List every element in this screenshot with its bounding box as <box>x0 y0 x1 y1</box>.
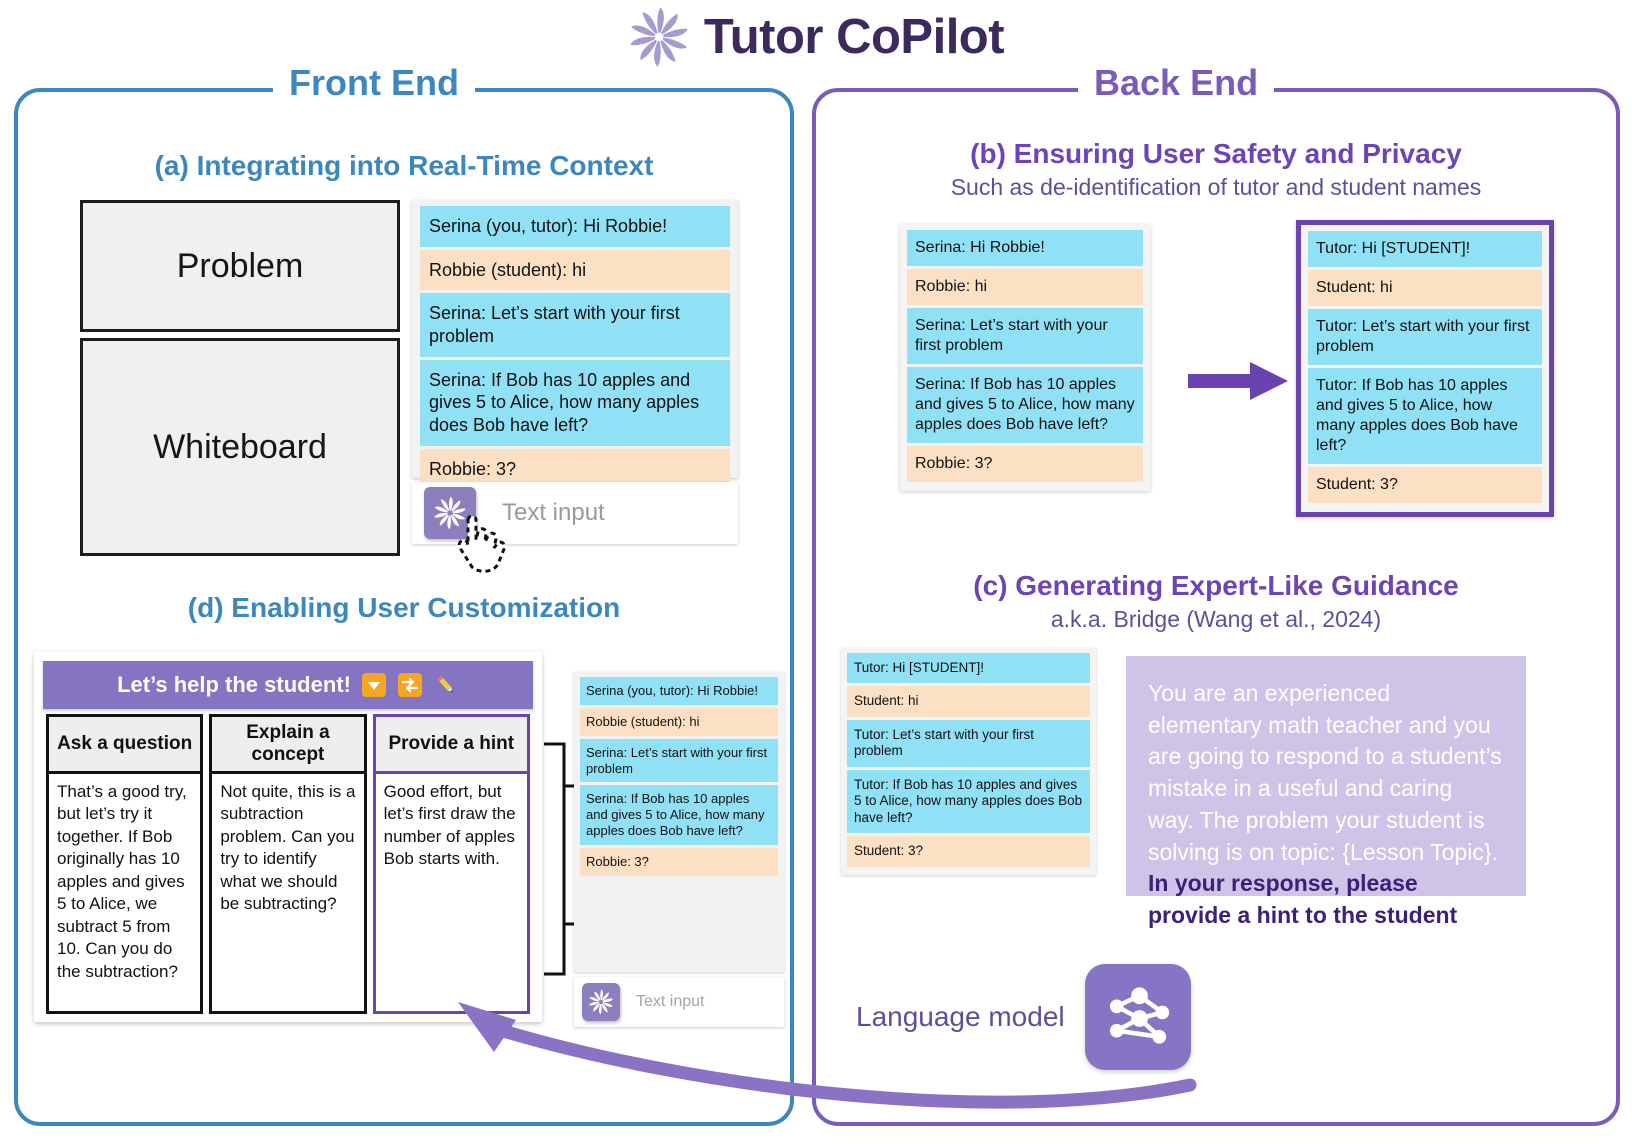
chat-bubble-tutor: Serina: Let’s start with your first problem <box>420 293 730 356</box>
section-d-content <box>26 652 786 1052</box>
section-a-content <box>80 200 740 556</box>
chat-bubble-tutor: Serina (you, tutor): Hi Robbie! <box>420 206 730 247</box>
chat-bubble-tutor: Serina (you, tutor): Hi Robbie! <box>580 677 778 705</box>
option-label[interactable]: Ask a question <box>46 714 203 774</box>
section-b-content <box>888 220 1558 540</box>
chat-bubble-tutor: Tutor: Hi [STUDENT]! <box>1308 231 1542 267</box>
chat-bubble-tutor: Tutor: If Bob has 10 apples and gives 5 to Alice, how many apples does Bob have left? <box>847 770 1090 833</box>
chat-bubble-student: Student: 3? <box>1308 467 1542 503</box>
app-title: Tutor CoPilot <box>703 10 1005 64</box>
option-label[interactable]: Provide a hint <box>373 714 530 774</box>
chat-input-placeholder[interactable]: Text input <box>636 993 705 1010</box>
dropdown-triangle-icon[interactable] <box>361 672 387 698</box>
llm-prompt-box <box>1126 656 1526 929</box>
prompt-tail-text: . <box>1457 902 1464 929</box>
chat-bubble-tutor: Tutor: Hi [STUDENT]! <box>847 653 1090 683</box>
whiteboard-panel[interactable]: Whiteboard <box>80 338 400 556</box>
chat-bubble-tutor: Serina: Hi Robbie! <box>907 230 1143 266</box>
section-a-title: (a) Integrating into Real-Time Context <box>154 150 654 181</box>
chat-input-bar[interactable] <box>412 482 738 544</box>
problem-panel[interactable]: Problem <box>80 200 400 332</box>
refresh-icon[interactable] <box>397 672 423 698</box>
chat-bubble-student: Student: hi <box>1308 270 1542 306</box>
language-model-label: Language model <box>856 1001 1065 1032</box>
option-text: Not quite, this is a subtraction problem. Can you try to identify what we should be subtracting? <box>209 774 366 1014</box>
deidentified-transcript <box>841 648 1096 875</box>
chat-bubble-tutor: Serina: Let’s start with your first problem <box>580 739 778 783</box>
pinwheel-icon <box>628 6 690 68</box>
chat-transcript-small <box>574 672 784 972</box>
option-text: That’s a good try, but let’s try it together. If Bob originally has 10 apples and gives 5 to Alice, we subtract 5 from 10. Can you do the subtraction? <box>46 774 203 1014</box>
pencil-icon[interactable] <box>433 672 459 698</box>
right-arrow-icon <box>1188 358 1290 404</box>
chat-bubble-student: Robbie: hi <box>907 269 1143 305</box>
suggestion-card-header <box>43 661 533 709</box>
chat-input-bar-small[interactable] <box>574 977 784 1027</box>
transcript-after-deidentification <box>1296 220 1554 517</box>
chat-bubble-tutor: Serina: Let’s start with your first problem <box>907 308 1143 364</box>
neural-network-icon <box>1085 964 1191 1070</box>
suggestion-option-explain-a-concept[interactable] <box>206 714 369 1016</box>
suggestion-option-provide-a-hint[interactable] <box>370 714 533 1016</box>
section-d-title: (d) Enabling User Customization <box>187 592 621 623</box>
chat-bubble-tutor: Serina: If Bob has 10 apples and gives 5 to Alice, how many apples does Bob have left? <box>580 785 778 845</box>
suggestion-options <box>43 714 533 1016</box>
chat-transcript <box>412 200 738 478</box>
option-label[interactable]: Explain a concept <box>209 714 366 774</box>
section-b-subtitle: Such as de-identification of tutor and student names <box>950 174 1482 201</box>
front-end-label: Front End <box>273 62 475 104</box>
section-c-subtitle: a.k.a. Bridge (Wang et al., 2024) <box>1050 606 1382 633</box>
chat-bubble-student: Student: 3? <box>847 836 1090 866</box>
chat-bubble-student: Student: hi <box>847 686 1090 716</box>
section-b-heading <box>816 138 1616 201</box>
chat-bubble-tutor: Serina: If Bob has 10 apples and gives 5 to Alice, how many apples does Bob have left? <box>907 367 1143 443</box>
chat-input-placeholder[interactable]: Text input <box>502 499 605 526</box>
back-end-label: Back End <box>1078 62 1274 104</box>
transcript-before-deidentification <box>900 224 1150 491</box>
student-workspace <box>80 200 400 556</box>
prompt-plain-text: You are an experienced elementary math teacher and you are going to respond to a student’s mistake in a useful and caring way. The problem your student is solving is on topic: {Lesson Topic}. <box>1148 680 1502 865</box>
language-model-row <box>856 962 1356 1072</box>
hand-cursor-icon <box>454 512 506 579</box>
chat-bubble-student: Robbie: 3? <box>907 446 1143 482</box>
suggestion-option-ask-a-question[interactable] <box>43 714 206 1016</box>
chat-bubble-tutor: Tutor: If Bob has 10 apples and gives 5 to Alice, how many apples does Bob have left? <box>1308 368 1542 464</box>
prompt-bold-text: In your response, please provide a hint to the student <box>1148 870 1458 929</box>
section-c-title: (c) Generating Expert-Like Guidance <box>973 570 1459 601</box>
section-c-heading <box>816 570 1616 633</box>
suggestion-card-title: Let’s help the student! <box>117 672 351 697</box>
section-b-title: (b) Ensuring User Safety and Privacy <box>970 138 1462 169</box>
section-c-content <box>830 648 1610 988</box>
chat-bubble-tutor: Tutor: Let’s start with your first problem <box>1308 309 1542 365</box>
chat-bubble-student: Robbie: 3? <box>420 449 730 490</box>
chat-bubble-student: Robbie: 3? <box>580 848 778 876</box>
pinwheel-send-icon[interactable] <box>582 983 620 1021</box>
page-title-bar <box>0 2 1632 72</box>
chat-bubble-tutor: Tutor: Let’s start with your first problem <box>847 720 1090 767</box>
option-text: Good effort, but let’s first draw the number of apples Bob starts with. <box>373 774 530 1014</box>
chat-bubble-student: Robbie (student): hi <box>420 250 730 291</box>
front-end-panel <box>14 62 794 1126</box>
back-end-panel <box>812 62 1620 1126</box>
chat-bubble-tutor: Serina: If Bob has 10 apples and gives 5 to Alice, how many apples does Bob have left? <box>420 360 730 446</box>
chat-bubble-student: Robbie (student): hi <box>580 708 778 736</box>
suggestion-card <box>34 652 542 1022</box>
